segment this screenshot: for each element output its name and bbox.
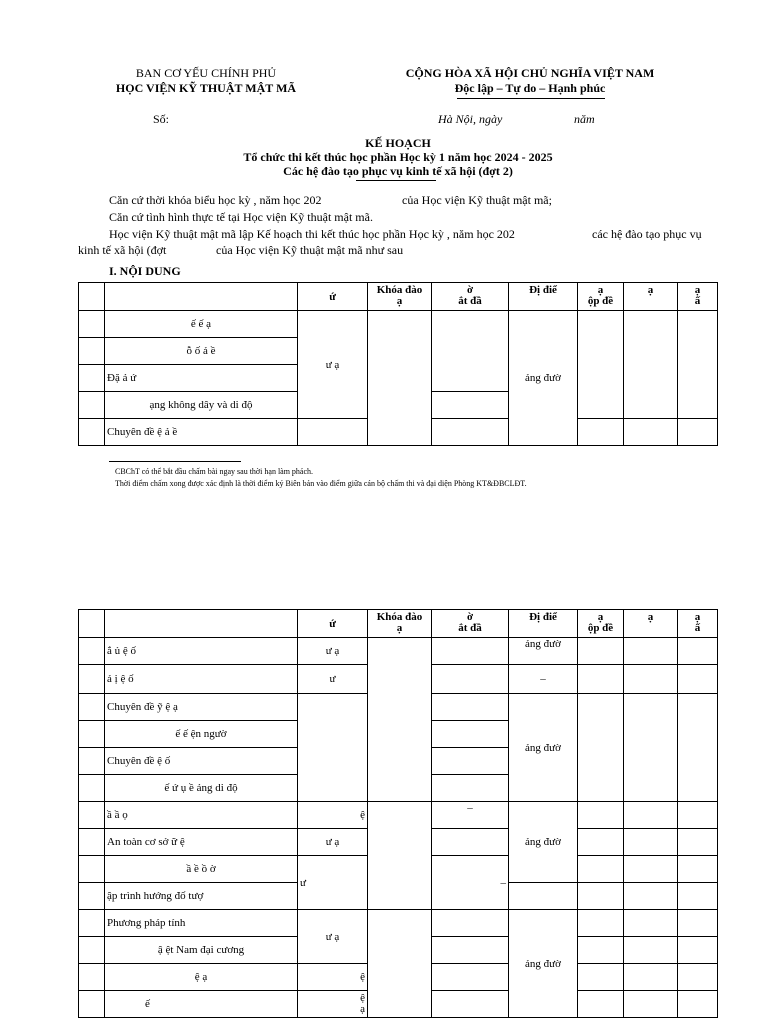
exam-format: ệ	[298, 802, 368, 829]
table-row	[79, 802, 718, 829]
institute-name: HỌC VIỆN KỸ THUẬT MẬT MÃ	[115, 81, 297, 95]
section-heading: I. NỘI DUNG	[109, 264, 181, 278]
plan-scope: Các hệ đào tạo phục vụ kinh tế xã hội (đợt 2)	[283, 164, 513, 178]
subject-name: ắ ủ ệ ố	[105, 638, 298, 665]
exam-format: ư	[298, 856, 368, 910]
subject-name: Đặ ả ứ	[105, 365, 298, 392]
subject-name: ỗ ố ả ề	[105, 338, 298, 365]
title-underline	[356, 180, 436, 181]
intro-paragraph-d: của Học viện Kỹ thuật mật mã như sau	[216, 243, 404, 257]
header-cell-grading: ạ ấ	[678, 283, 718, 311]
header-cell-format: ứ	[298, 610, 368, 638]
exam-schedule-table-2	[78, 609, 718, 1018]
header-cell-course: Khóa đào ạ	[368, 283, 432, 311]
header-cell-submit: ạ ộp đề	[578, 610, 624, 638]
table-row	[79, 910, 718, 937]
header-cell-grading: ạ ấ	[678, 610, 718, 638]
intro-paragraph-c: kinh tế xã hội (đợt	[78, 243, 167, 257]
header-cell-course: Khóa đào ạ	[368, 610, 432, 638]
plan-title: KẾ HOẠCH	[365, 136, 431, 150]
exam-format: ư	[298, 665, 368, 694]
subject-name: Chuyên đề ệ ả ề	[105, 419, 298, 446]
exam-location: ảng đườ	[509, 694, 578, 802]
header-cell-submit: ạ ộp đề	[578, 283, 624, 311]
header-cell-start-time: ờ ắt đầ	[432, 610, 509, 638]
basis-paragraph-1b: của Học viện Kỹ thuật mật mã;	[402, 193, 552, 207]
exam-schedule-table-1	[78, 282, 718, 446]
footnote-2: Thời điểm chấm xong được xác định là thời điểm ký Biên bản vào điểm giữa cán bộ chấm thi và đại diện Phòng KT&ĐBCLĐT.	[115, 479, 527, 488]
subject-name: ầ ầ ọ	[105, 802, 298, 829]
basis-paragraph-2: Căn cứ tình hình thực tế tại Học viện Kỹ thuật mật mã.	[109, 210, 373, 224]
nation-motto: Độc lập – Tự do – Hạnh phúc	[454, 81, 606, 95]
motto-underline	[457, 98, 605, 99]
basis-paragraph-1a: Căn cứ thời khóa biểu học kỳ , năm học 202	[109, 193, 322, 207]
intro-paragraph-b: các hệ đào tạo phục vụ	[592, 227, 702, 241]
exam-format: ư ạ	[298, 311, 368, 419]
exam-format: ư ạ	[298, 829, 368, 856]
footnote-separator	[109, 461, 241, 462]
exam-format: ệ ạ	[298, 991, 368, 1018]
subject-name: ầ ề ồ ờ	[105, 856, 298, 883]
exam-format: ư ạ	[298, 638, 368, 665]
subject-name: An toàn cơ sở ữ ệ	[105, 829, 298, 856]
intro-paragraph-a: Học viện Kỹ thuật mật mã lập Kế hoạch thi kết thúc học phần Học kỳ , năm học 202	[109, 227, 515, 241]
subject-name: ệ ạ	[105, 964, 298, 991]
subject-name: ế ế ạ	[105, 311, 298, 338]
place-date: Hà Nội, ngày	[438, 112, 503, 126]
document-number-label: Số:	[153, 112, 170, 126]
exam-start-time: –	[432, 856, 509, 910]
exam-location: ảng đườ	[509, 802, 578, 883]
exam-location: ảng đườ	[509, 910, 578, 1018]
footnote-1: CBChT có thể bắt đầu chấm bài ngay sau thời hạn làm phách.	[115, 467, 314, 476]
subject-name: ả ị ệ ố	[105, 665, 298, 694]
header-cell-stt	[79, 283, 105, 311]
subject-name: Phương pháp tính	[105, 910, 298, 937]
exam-location: ảng đườ	[509, 311, 578, 446]
header-cell-start-time: ờ ắt đầ	[432, 283, 509, 311]
subject-name: ế	[105, 991, 298, 1018]
subject-name: ạng không dây và di độ	[105, 392, 298, 419]
exam-format: ệ	[298, 964, 368, 991]
header-cell-location: Đị điể	[509, 610, 578, 638]
table-row	[79, 638, 718, 665]
plan-subtitle: Tổ chức thi kết thúc học phần Học kỳ 1 năm học 2024 - 2025	[243, 150, 553, 164]
header-cell-deadline: ạ	[624, 283, 678, 311]
table-header-row	[79, 283, 718, 311]
header-cell-deadline: ạ	[624, 610, 678, 638]
subject-name: ập trình hướng đố tượ	[105, 883, 298, 910]
exam-start-time: –	[432, 802, 509, 829]
subject-name: ế ứ ụ ề ảng di độ	[105, 775, 298, 802]
subject-name: ậ ệt Nam đại cương	[105, 937, 298, 964]
header-cell-subject	[105, 283, 298, 311]
subject-name: Chuyên đề ệ ố	[105, 748, 298, 775]
header-cell-format: ứ	[298, 283, 368, 311]
table-row	[79, 311, 718, 338]
exam-location: ảng đườ	[509, 638, 578, 665]
nation-name: CỘNG HÒA XÃ HỘI CHỦ NGHĨA VIỆT NAM	[405, 66, 655, 80]
header-cell-location: Đị điể	[509, 283, 578, 311]
exam-location: –	[509, 665, 578, 694]
subject-name: Chuyên đề ỹ ệ ạ	[105, 694, 298, 721]
exam-format: ư ạ	[298, 910, 368, 964]
org-name: BAN CƠ YẾU CHÍNH PHỦ	[135, 66, 277, 80]
subject-name: ế ế ện ngườ	[105, 721, 298, 748]
date-year: năm	[574, 112, 595, 126]
table-header-row	[79, 610, 718, 638]
